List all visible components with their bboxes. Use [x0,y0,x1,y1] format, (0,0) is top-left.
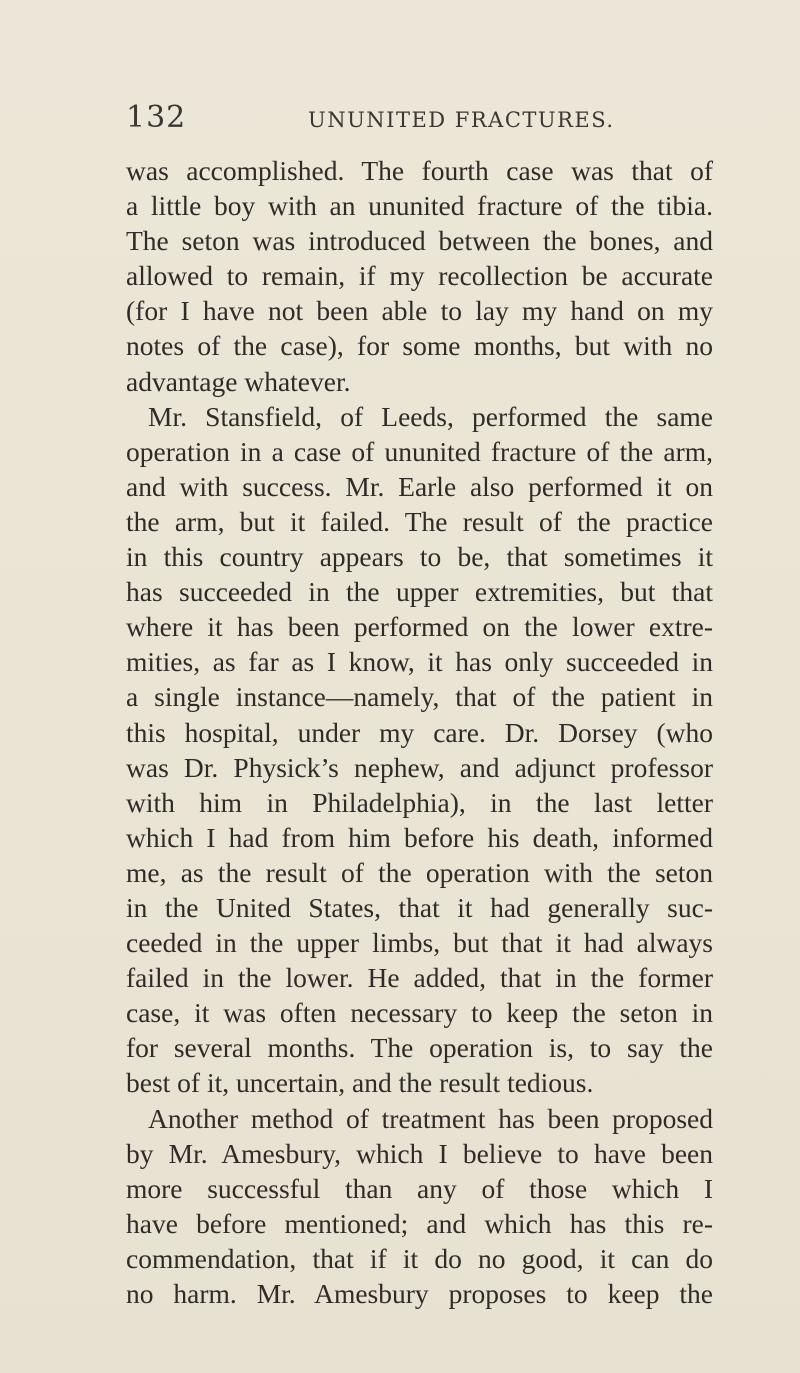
text-line: for several months. The operation is, to say the [126,1032,713,1064]
running-head [126,100,713,140]
text-line: The seton was introduced between the bones, and [126,225,713,257]
text-line: notes of the case), for some months, but with no [126,330,713,362]
text-line: in the United States, that it had generally suc- [126,891,713,923]
text-line: and with success. Mr. Earle also performed it on [126,470,713,502]
text-line: no harm. Mr. Amesbury proposes to keep the [126,1278,713,1309]
text-line: the arm, but it failed. The result of the practice [126,505,713,537]
text-line: Mr. Stansfield, of Leeds, performed the same [148,400,713,432]
text-line: (for I have not been able to lay my hand on my [126,295,713,327]
text-line: Another method of treatment has been proposed [148,1102,713,1134]
text-line: with him in Philadelphia), in the last letter [126,786,713,818]
text-line: have before mentioned; and which has this re- [126,1207,713,1239]
text-line: ceeded in the upper limbs, but that it had always [126,927,713,959]
text-line: has succeeded in the upper extremities, but that [126,576,713,608]
text-line: best of it, uncertain, and the result tedious. [126,1067,594,1099]
text-line: was Dr. Physick’s nephew, and adjunct professor [126,751,713,783]
text-line: commendation, that if it do no good, it can do [126,1242,713,1274]
text-line: was accomplished. The fourth case was that of [126,155,713,186]
text-line: more successful than any of those which I [126,1172,713,1204]
page-number: 132 [126,100,187,135]
text-line: in this country appears to be, that sometimes it [126,541,713,573]
text-line: where it has been performed on the lower extre- [126,611,713,643]
text-line: a single instance—namely, that of the patient in [126,681,713,713]
text-line: by Mr. Amesbury, which I believe to have been [126,1137,713,1169]
text-line: this hospital, under my care. Dr. Dorsey (who [126,716,713,748]
text-line: a little boy with an ununited fracture of the tibia. [126,190,713,222]
text-line: allowed to remain, if my recollection be accurate [126,260,713,292]
text-line: mities, as far as I know, it has only succeeded in [126,646,713,678]
body-text [126,153,713,1311]
running-title: UNUNITED FRACTURES. [308,108,615,132]
text-line: case, it was often necessary to keep the seton in [126,997,713,1029]
text-line: failed in the lower. He added, that in the former [126,962,713,994]
text-line: which I had from him before his death, informed [126,821,713,853]
text-line: me, as the result of the operation with the seton [126,856,713,888]
text-line: operation in a case of ununited fracture of the arm, [126,435,713,467]
text-line: advantage whatever. [126,365,351,397]
